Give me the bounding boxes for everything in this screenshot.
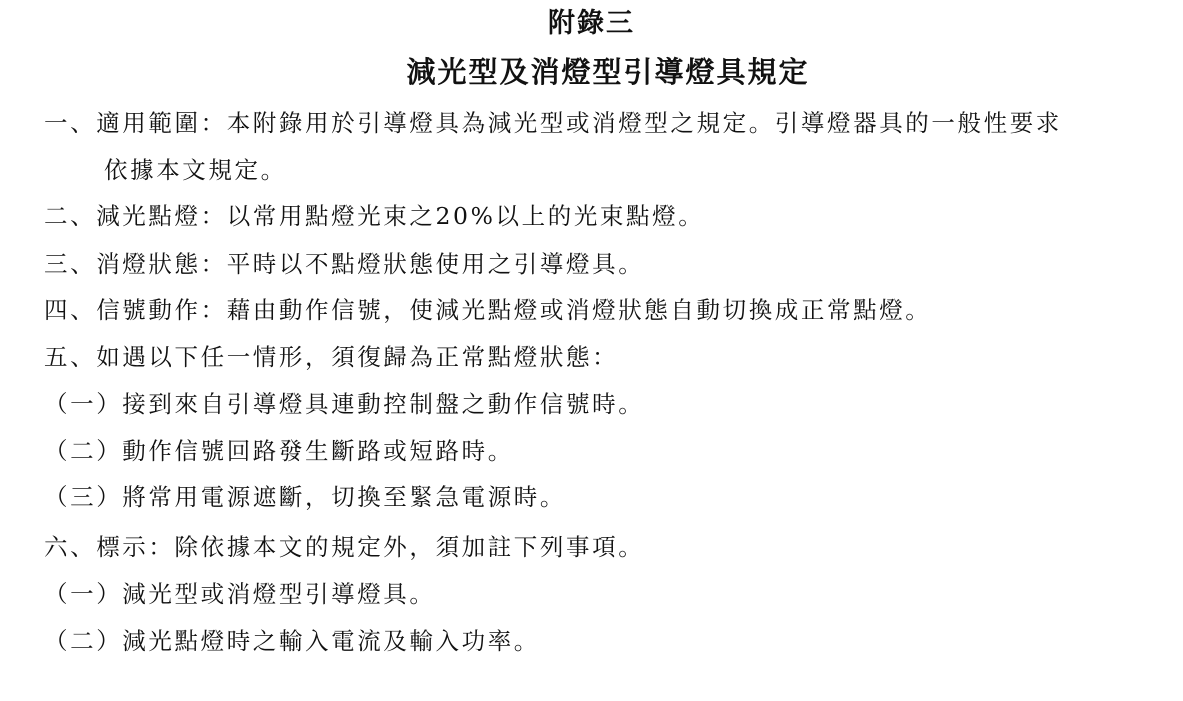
reset-condition-item: （三）將常用電源遮斷，切換至緊急電源時。: [44, 483, 566, 511]
section-off-state: 三、消燈狀態：平時以不點燈狀態使用之引導燈具。: [44, 250, 645, 278]
reset-condition-item: （一）接到來自引導燈具連動控制盤之動作信號時。: [44, 390, 645, 418]
marking-item: （二）減光點燈時之輸入電流及輸入功率。: [44, 627, 540, 655]
section-dimming: 二、減光點燈：以常用點燈光束之20%以上的光束點燈。: [44, 202, 705, 230]
section-signal-action: 四、信號動作：藉由動作信號，使減光點燈或消燈狀態自動切換成正常點燈。: [44, 296, 932, 324]
section-reset-conditions: 五、如遇以下任一情形，須復歸為正常點燈狀態：: [44, 343, 619, 371]
reset-condition-item: （二）動作信號回路發生斷路或短路時。: [44, 437, 514, 465]
section-marking: 六、標示：除依據本文的規定外，須加註下列事項。: [44, 533, 645, 561]
document-title: 減光型及消燈型引導燈具規定: [406, 55, 810, 89]
section-scope-continued: 依據本文規定。: [104, 156, 287, 184]
section-scope: 一、適用範圍：本附錄用於引導燈具為減光型或消燈型之規定。引導燈器具的一般性要求: [44, 109, 1062, 137]
appendix-label: 附錄三: [548, 8, 635, 39]
marking-item: （一）減光型或消燈型引導燈具。: [44, 580, 436, 608]
